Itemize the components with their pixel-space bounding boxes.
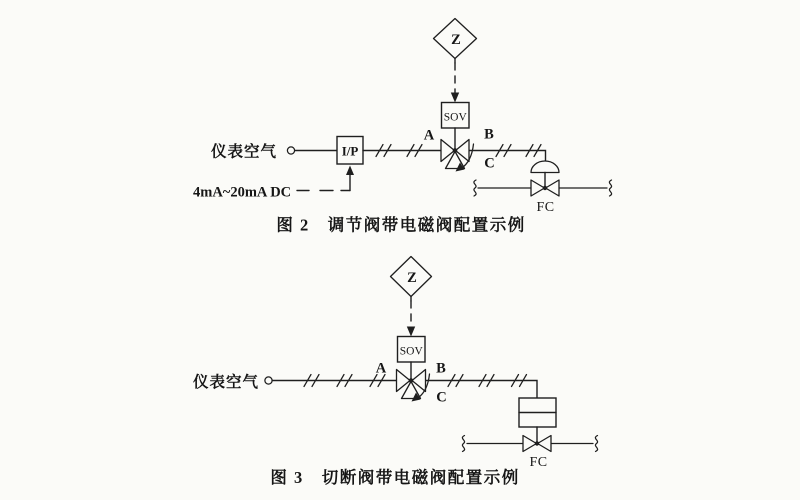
port-a-label: A [423,127,435,144]
instrument-air-label: 仪表空气 [192,374,259,391]
fc-label: FC [529,455,548,470]
air-source-circle-icon [287,147,294,154]
fc-label: FC [536,200,555,215]
pipe-break-icon [462,436,464,452]
port-c-label: C [484,155,495,172]
arrow-down-icon [407,327,415,337]
ip-label: I/P [341,143,359,159]
figure2-diagram [193,19,612,235]
port-c-label: C [436,389,447,406]
port-b-label: B [484,126,494,143]
figure2-caption: 图 2 调节阀带电磁阀配置示例 [276,215,526,235]
current-signal-label: 4mA~20mA DC [193,184,292,201]
figure3-diagram [193,257,598,488]
arrow-up-icon [346,166,354,176]
pipe-break-icon [474,180,476,196]
figure3-caption: 图 3 切断阀带电磁阀配置示例 [270,468,520,487]
instrument-air-label: 仪表空气 [210,143,277,161]
sov-label: SOV [399,345,423,358]
interlock-tag-label: Z [451,32,461,48]
port-b-label: B [436,360,446,377]
arrow-down-icon [451,93,459,103]
diaphragm-actuator-icon [531,161,559,173]
port-a-label: A [375,360,387,377]
pipe-break-icon [595,436,597,452]
sov-label: SOV [443,111,467,124]
air-source-circle-icon [265,377,272,384]
interlock-tag-label: Z [407,270,417,286]
pipe-break-icon [609,180,611,196]
